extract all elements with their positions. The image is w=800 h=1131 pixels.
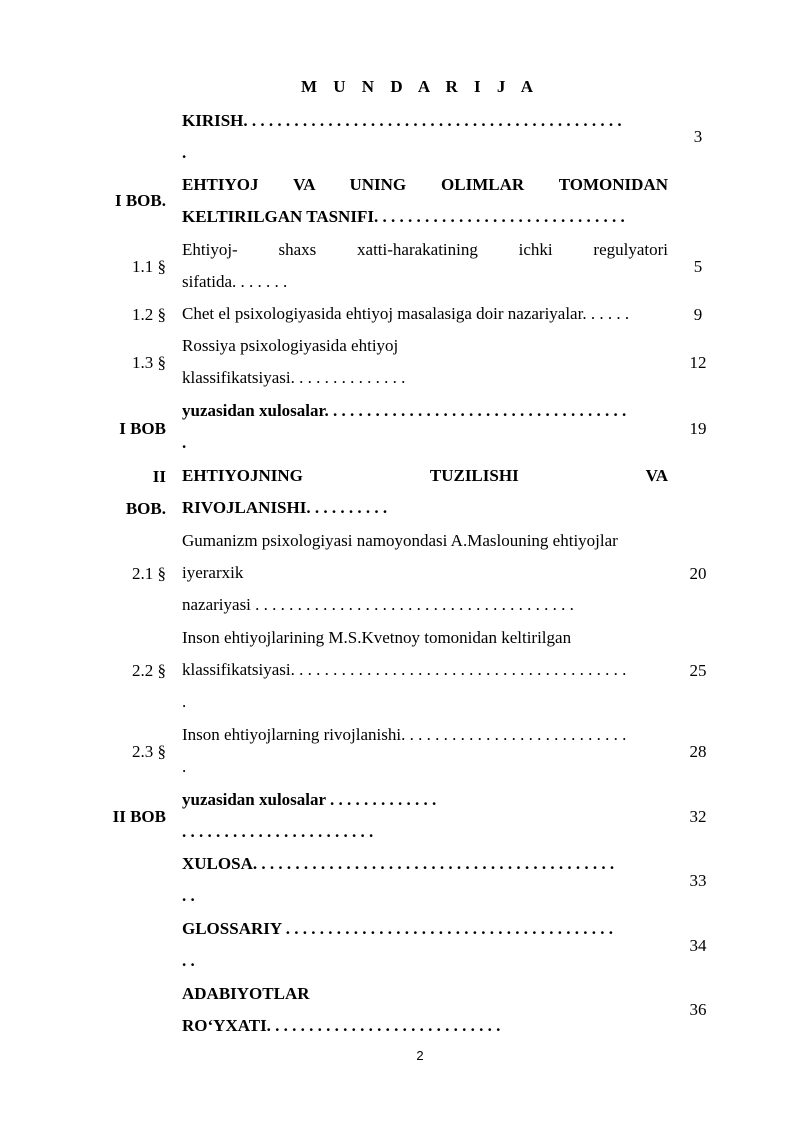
toc-entry-number: I BOB: [119, 419, 166, 438]
toc-entry-number: 2.1 §: [132, 564, 166, 583]
toc-line: klassifikatsiyasi. . . . . . . . . . . . . .: [182, 368, 406, 387]
toc-page-number: 34: [689, 936, 707, 955]
toc-entry-number: 1.1 §: [132, 257, 166, 276]
toc-line: KELTIRILGAN TASNIFI. . . . . . . . . . . . . . . . . . . . . . . . . . . . . .: [182, 207, 625, 226]
toc-page-number: 9: [693, 305, 703, 324]
toc-line: Gumanizm psixologiyasi namoyondasi A.Maslouning ehtiyojlar: [182, 531, 618, 550]
toc-entry-number: 1.3 §: [132, 353, 166, 372]
toc-entry-number-cont: BOB.: [125, 499, 166, 518]
toc-page-number: 3: [693, 127, 703, 146]
toc-title: M U N D A R I J A: [300, 77, 539, 96]
toc-page-number: 28: [689, 742, 707, 761]
toc-line: XULOSA. . . . . . . . . . . . . . . . . . . . . . . . . . . . . . . . . . . . . . . . . . .: [182, 854, 615, 873]
toc-page-number: 25: [689, 661, 707, 680]
toc-entry-text: [182, 848, 668, 912]
toc-entry-text: [182, 395, 668, 459]
toc-entry-text: [182, 169, 668, 233]
toc-line: ADABIYOTLAR: [182, 984, 310, 1003]
toc-entry-text: [182, 105, 668, 169]
toc-entry-text: [182, 330, 668, 394]
toc-line: EHTIYOJNING TUZILISHI VA: [182, 466, 668, 485]
toc-page-number: 5: [693, 257, 703, 276]
toc-line: klassifikatsiyasi. . . . . . . . . . . . . . . . . . . . . . . . . . . . . . . . . . . . . . . .: [182, 660, 627, 679]
toc-line: .: [182, 692, 187, 711]
toc-page-number: 20: [689, 564, 707, 583]
toc-line: Chet el psixologiyasida ehtiyoj masalasiga doir nazariyalar. . . . . .: [182, 304, 630, 323]
toc-entry-number: II BOB: [112, 807, 166, 826]
toc-line: . .: [182, 886, 195, 905]
toc-line: .: [182, 143, 187, 162]
toc-entry-number: II: [152, 467, 166, 486]
toc-line: GLOSSARIY . . . . . . . . . . . . . . . . . . . . . . . . . . . . . . . . . . . . . . .: [182, 919, 614, 938]
toc-entry-number: I BOB.: [114, 191, 166, 210]
toc-entry-text: [182, 525, 668, 621]
toc-line: RO‘YXATI. . . . . . . . . . . . . . . . . . . . . . . . . . . .: [182, 1016, 501, 1035]
toc-line: . . . . . . . . . . . . . . . . . . . . . . .: [182, 822, 374, 841]
toc-line: Inson ehtiyojlarning rivojlanishi. . . . . . . . . . . . . . . . . . . . . . . . . . .: [182, 725, 627, 744]
toc-line: Inson ehtiyojlarining M.S.Kvetnoy tomonidan keltirilgan: [182, 628, 572, 647]
toc-entry-number: 2.3 §: [132, 742, 166, 761]
toc-page-number: 12: [689, 353, 707, 372]
toc-entry-text: [182, 978, 668, 1042]
toc-page-number: 36: [689, 1000, 707, 1019]
toc-line: .: [182, 757, 187, 776]
toc-entry-text: [182, 719, 668, 783]
toc-page-number: 19: [689, 419, 707, 438]
toc-page-number: 33: [689, 871, 707, 890]
toc-entry-text: [182, 298, 668, 330]
toc-entry-number: 1.2 §: [132, 305, 166, 324]
toc-line: Rossiya psixologiyasida ehtiyoj: [182, 336, 399, 355]
toc-page-number: 32: [689, 807, 707, 826]
toc-entry-text: [182, 460, 668, 524]
toc-line: sifatida. . . . . . .: [182, 272, 288, 291]
toc-entry-text: [182, 234, 668, 298]
toc-line: .: [182, 433, 187, 452]
toc-entry-number: 2.2 §: [132, 661, 166, 680]
toc-line: . .: [182, 951, 195, 970]
toc-line: iyerarxik: [182, 563, 244, 582]
toc-line: EHTIYOJ VA UNING OLIMLAR TOMONIDAN: [182, 175, 668, 194]
toc-entry-text: [182, 622, 668, 718]
toc-line: yuzasidan xulosalar . . . . . . . . . . . . .: [182, 790, 437, 809]
toc-line: Ehtiyoj- shaxs xatti-harakatining ichki regulyatori: [182, 240, 668, 259]
toc-line: nazariyasi . . . . . . . . . . . . . . . . . . . . . . . . . . . . . . . . . . . . . .: [182, 595, 574, 614]
toc-line: KIRISH. . . . . . . . . . . . . . . . . . . . . . . . . . . . . . . . . . . . . . . . . . . . .: [182, 111, 622, 130]
toc-line: RIVOJLANISHI. . . . . . . . . .: [182, 498, 388, 517]
footer-page-number: 2: [416, 1048, 424, 1063]
toc-line: yuzasidan xulosalar. . . . . . . . . . . . . . . . . . . . . . . . . . . . . . . . . . . .: [182, 401, 627, 420]
toc-entry-text: [182, 913, 668, 977]
toc-entry-text: [182, 784, 668, 848]
